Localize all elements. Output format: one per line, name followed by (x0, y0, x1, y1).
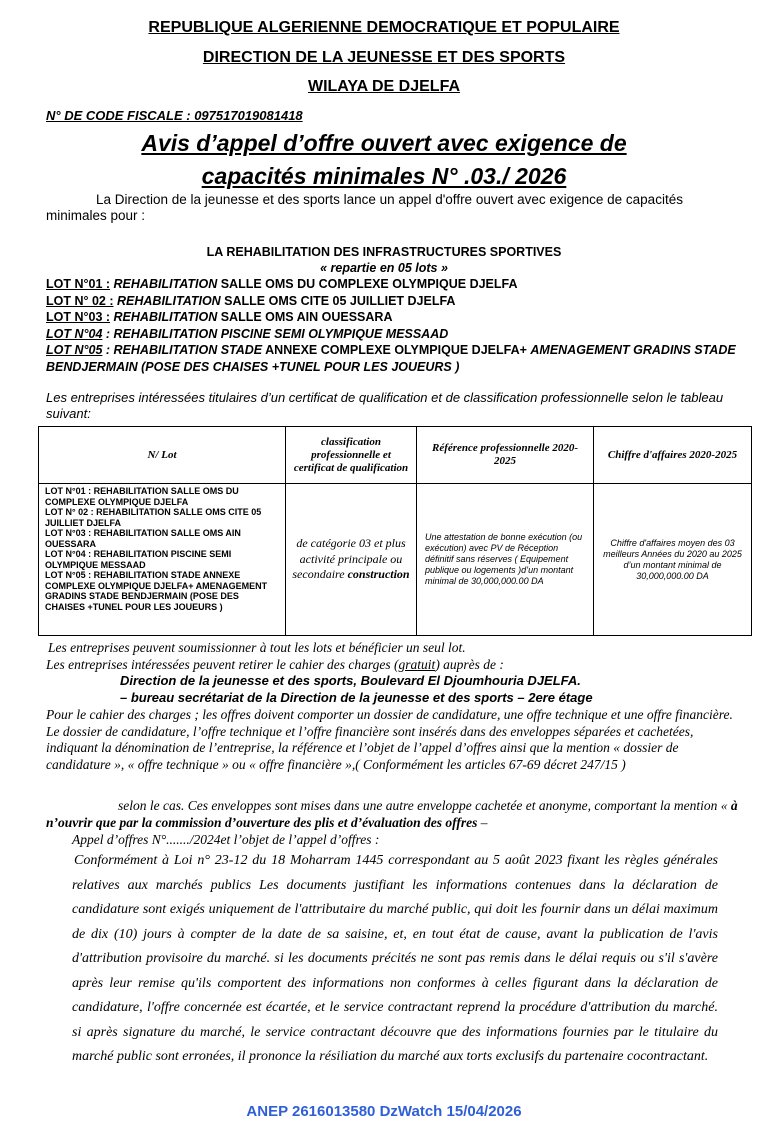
project-subtitle: « repartie en 05 lots » (320, 261, 448, 275)
lot-code: LOT N°03 : (46, 310, 111, 324)
lot-rest: SALLE OMS AIN OUESSARA (217, 310, 393, 324)
lots-rule: Les entreprises peuvent soumissionner à tout les lots et bénéficier un seul lot. (48, 640, 466, 655)
withdraw-free: gratuit (398, 657, 436, 672)
table-row (39, 484, 752, 636)
lot-code: LOT N°01 : (46, 277, 111, 291)
lot-rest: SALLE OMS DU COMPLEXE OLYMPIQUE DJELFA (217, 277, 518, 291)
col-header-reference: Référence professionnelle 2020-2025 (417, 427, 594, 484)
lot-item (46, 293, 736, 310)
intro-paragraph: La Direction de la jeunesse et des sports lance un appel d'offre ouvert avec exigence de capacités minimales pour : (46, 192, 683, 223)
lot-verb: REHABILITATION (117, 293, 221, 308)
lot-line: LOT N°05 : REHABILITATION STADE ANNEXE COMPLEXE OLYMPIQUE DJELFA+ AMENAGEMENT GRADINS STADE BENDJERMAIN (POSE DES CHAISES +TUNEL POUR LES JOUEURS ) (45, 570, 268, 612)
law-paragraph: Conformément à Loi n° 23-12 du 18 Moharram 1445 correspondant au 5 août 2023 fixant les règles générales relatives aux marchés publics Les documents justifiant les informations contenues dans la déclaration de candidature sont exigés uniquement de l'attributaire du marché public, qui doit les fournir dans un délai maximum de dix (10) jours à compter de la date de sa saisine, et, en tout état de cause, avant la publication de l'avis d'attribution provisoire du marché. si les documents précités ne sont pas remis dans le délai requis ou s'il s'avère après leur remise qu'ils comportent des informations non conformes à celles figurant dans la déclaration de candidature, l'offre concernée est écartée, et le service contractant reprend la procédure d'attribution du marché. si après signature du marché, le service contractant découvre que des informations fournies par le titulaire du marché public sont erronées, il prononce la résiliation du marché aux torts exclusifs du partenaire cocontractant. (72, 853, 718, 1064)
lot-code: LOT N° 02 : (46, 293, 114, 308)
publication-footer: ANEP 2616013580 DzWatch 15/04/2026 (246, 1103, 522, 1120)
requirements-table (38, 426, 752, 636)
lot-item (46, 276, 736, 293)
col-header-lot: N/ Lot (39, 427, 286, 484)
envelope-paragraph (46, 797, 740, 831)
lot-verb: : REHABILITATION STADE (105, 343, 263, 357)
address-line-2: – bureau secrétariat de la Direction de la jeunesse et des sports – 2ere étage (120, 690, 593, 705)
withdraw-text-a: Les entreprises intéressées peuvent retirer le cahier des charges ( (46, 657, 399, 672)
lot-line: LOT N° 02 : REHABILITATION SALLE OMS CITE 05 JUILLIET DJELFA (45, 507, 262, 528)
lot-verb: : REHABILITATION PISCINE SEMI OLYMPIQUE MESSAAD (105, 326, 449, 341)
turnover-cell: Chiffre d'affaires moyen des 03 meilleurs Années du 2020 au 2025 d’un montant minimal de 30,000,000.00 DA (594, 484, 752, 636)
withdraw-text (46, 657, 504, 673)
lot-item (46, 342, 736, 375)
lot-line: LOT N°03 : REHABILITATION SALLE OMS AIN OUESSARA (45, 528, 241, 549)
classification-activity: construction (347, 567, 410, 582)
reference-cell: Une attestation de bonne exécution (ou exécution) avec PV de Réception définitif sans réserves ( Equipement publique ou logements )d’un montant minimal de 30,000,000.00 DA (417, 484, 594, 636)
table-header-row (39, 427, 752, 484)
lot-item (46, 309, 736, 326)
header-line-3: WILAYA DE DJELFA (307, 78, 461, 95)
lot-line: LOT N°01 : REHABILITATION SALLE OMS DU COMPLEXE OLYMPIQUE DJELFA (45, 486, 239, 507)
lot-line: LOT N°04 : REHABILITATION PISCINE SEMI OLYMPIQUE MESSAAD (45, 549, 232, 570)
lot-rest: SALLE OMS CITE 05 JUILLIET DJELFA (220, 293, 456, 308)
lot-verb: REHABILITATION (113, 277, 218, 291)
reference-line: Appel d’offres N°......./2024et l’objet de l’appel d’offres : (72, 832, 380, 847)
col-header-classification: classification professionnelle et certificat de qualification (286, 427, 417, 484)
lot-code: LOT N°04 (46, 326, 103, 341)
notice-title-line-2: capacités minimales N° .03./ 2026 (201, 163, 567, 189)
classification-text: de catégorie 03 et plus activité principale ou secondaire (292, 536, 406, 582)
envelope-text-a: selon le cas. Ces enveloppes sont mises dans une autre enveloppe cachetée et anonyme, comportant la mention « (118, 798, 731, 813)
lot-verb: REHABILITATION (113, 310, 218, 324)
lots-cell (39, 484, 286, 636)
lot-extra: AMENAGEMENT GRADINS STADE BENDJERMAIN (POSE DES CHAISES +TUNEL POUR LES JOUEURS ) (46, 343, 736, 374)
notice-title-line-1: Avis d’appel d’offre ouvert avec exigence de (141, 130, 627, 156)
header-line-2: DIRECTION DE LA JEUNESSE ET DES SPORTS (202, 49, 566, 66)
project-title: LA REHABILITATION DES INFRASTRUCTURES SPORTIVES (206, 245, 562, 259)
withdraw-text-b: ) auprès de : (435, 657, 504, 672)
envelope-mention: à n’ouvrir que par la commission d’ouverture des plis et d’évaluation des offres (46, 798, 738, 830)
col-header-turnover: Chiffre d'affaires 2020-2025 (594, 427, 752, 484)
lots-list (46, 276, 736, 375)
classification-cell (286, 484, 417, 636)
header-line-1: REPUBLIQUE ALGERIENNE DEMOCRATIQUE ET POPULAIRE (148, 19, 620, 36)
envelope-text-b: – (477, 815, 488, 830)
eligibility-text: Les entreprises intéressées titulaires d’un certificat de qualification et de classification professionnelle selon le tableau suivant: (46, 390, 724, 421)
address-line-1: Direction de la jeunesse et des sports, Boulevard El Djoumhouria DJELFA. (120, 673, 581, 688)
lot-item (46, 326, 736, 343)
fiscal-code: N° DE CODE FISCALE : 097517019081418 (46, 108, 303, 123)
offers-paragraph: Pour le cahier des charges ; les offres doivent comporter un dossier de candidature, une offre technique et une offre financière. Le dossier de candidature, l’offre technique et l’offre financière sont insérés dans des enveloppes séparées et cachetées, indiquant la dénomination de l’entreprise, la référence et l’objet de l’appel d’offres ainsi que la mention « dossier de candidature », « offre technique » ou « offre financière »,( Conformément les articles 67-69 décret 247/15 ) (46, 707, 733, 772)
lot-code: LOT N°05 (46, 343, 103, 357)
lot-rest: ANNEXE COMPLEXE OLYMPIQUE DJELFA+ (262, 343, 531, 357)
